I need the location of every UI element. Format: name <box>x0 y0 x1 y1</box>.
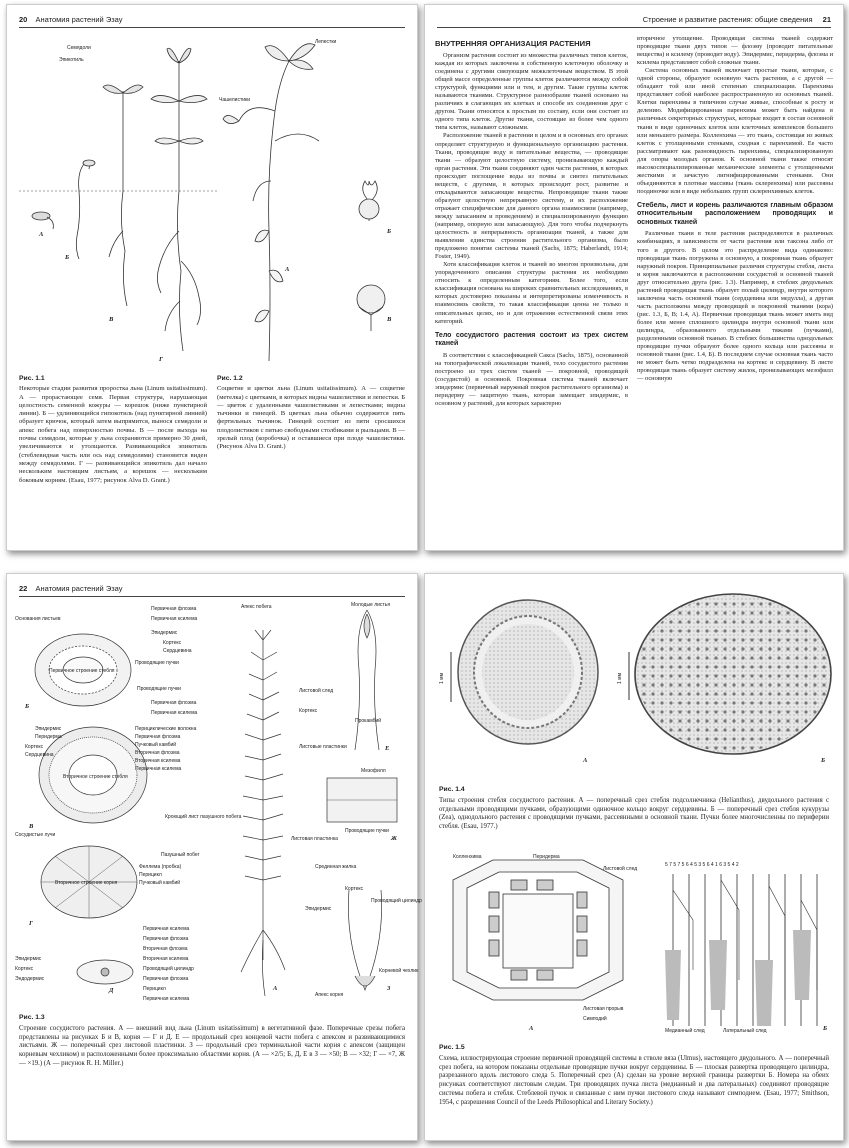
fig1-3-label: Перицикл <box>139 872 162 878</box>
fig1-5-label-leaf-gap: Листовая прорыв <box>583 1006 624 1012</box>
paragraph: В соответствии с классификацией Сакса (Sachs, 1875), основанной на топографической локализации тканей, тело сосудистого растения построено из трех систем тканей — покровной, проводящей (сосудистой) и основной. Покровная система тканей включает эпидермис (первичный наружный покров растительного организма) и перидерму — защитную ткань, которая замещает эпидермис, в основном у растений, для которых характерно <box>435 351 628 407</box>
figure-1-4-caption <box>439 786 829 832</box>
fig1-3-letter-a: А <box>273 985 278 992</box>
fig1-3-letter-g: Ж <box>391 835 397 842</box>
fig1-4-letter-a: А <box>583 757 588 764</box>
fig1-3-label: Первичная флоэма <box>143 976 189 982</box>
fig1-3-letter-b: Б <box>25 703 30 710</box>
fig1-3-label: Прокамбий <box>355 718 382 724</box>
fig1-3-label: Проводящие пучки <box>137 686 181 692</box>
fig1-5-label-lateral-trace: Латеральный след <box>723 1028 767 1034</box>
fig1-3-label: Молодые листья <box>351 602 391 608</box>
fig1-3-label: Кортекс <box>15 966 34 972</box>
fig1-5-label-leaf-trace: Листовой след <box>603 866 638 872</box>
page-header <box>19 15 405 28</box>
fig1-3-label: Первичная флоэма <box>151 606 197 612</box>
fig1-3-label: Пазушный побег <box>161 852 200 858</box>
paragraph: Расположение тканей в растении в целом и в основных его органах определяет структурную и функциональную организацию растения. Ткани, проводящие воду и питательные вещества, — проводящие ткани — образуют целостную систему, пронизывающую каждый орган растения. Эти ткани соединяют один части растения, в которых происходит поглощение воды из почвы и синтез питательных веществ, с другими, в которых происходит рост, развитие и откладываются запасающие вещества. Непроводящие ткани также образуют целостную непрерывную систему, и их расположение отражает специфические для данного органа взаимосвязи (например, между запасанием и проведением) и специализированную функцию (например, опорную или запасающую). Для того чтобы подчеркнуть целостность и непрерывность организации тканей, а также для выявления единства строения растительного организма, было предложено понятие системы тканей (Sachs, 1875; Haberlandt, 1914; Foster, 1949). <box>435 132 628 261</box>
page-22 <box>6 573 422 1141</box>
page-number: 20 <box>19 15 28 24</box>
fig1-2-label-petals: Лепестки <box>315 39 337 45</box>
fig1-3-label: Кортекс <box>25 744 44 750</box>
figure-1-2-title: Рис. 1.2 <box>217 375 243 382</box>
fig1-5-letter-b: Б <box>823 1025 828 1032</box>
running-title: Анатомия растений Эзау <box>35 584 123 593</box>
fig1-3-label: Листовая пластинка <box>291 836 338 842</box>
fig1-3-letter-d: Г <box>29 920 33 927</box>
fig1-3-label: Первичное строение стебля <box>49 668 115 674</box>
figure-1-5-vascular-system <box>433 850 837 1036</box>
figure-1-3-vascular-plant <box>15 600 422 1010</box>
fig1-3-label: Листовой след <box>299 688 334 694</box>
text-column-1 <box>435 35 628 543</box>
section-heading: ВНУТРЕННЯЯ ОРГАНИЗАЦИЯ РАСТЕНИЯ <box>435 39 591 48</box>
fig1-3-letter-e: Д <box>109 987 114 994</box>
figure-1-5-caption <box>439 1044 829 1108</box>
fig1-3-label: Первичная флоэма <box>135 734 181 740</box>
fig1-3-label: Сосудистые лучи <box>15 832 56 838</box>
fig1-3-label: Корневой чехлик <box>379 968 419 974</box>
fig1-1-letter-a: А <box>39 231 44 238</box>
fig1-3-label: Пучковый камбий <box>135 742 177 748</box>
fig1-3-label: Кортекс <box>163 640 182 646</box>
fig1-3-label: Вторичная флоэма <box>135 750 180 756</box>
fig1-1-letter-d: Г <box>159 356 163 363</box>
fig1-3-label: Апекс корня <box>315 992 344 998</box>
fig1-5-label-collenchyma: Колленхима <box>453 854 482 860</box>
fig1-3-letter-f: Е <box>385 745 390 752</box>
fig1-4-letter-b: Б <box>821 757 826 764</box>
figure-1-4-stem-sections <box>433 582 837 782</box>
fig1-1-letter-b: Б <box>65 254 70 261</box>
fig1-3-label: Первичная ксилема <box>143 926 190 932</box>
fig1-3-letter-c: В <box>29 823 34 830</box>
fig1-3-label: Перицикл <box>143 986 166 992</box>
fig1-2-letter-c: В <box>387 316 392 323</box>
paragraph: вторичное утолщение. Проводящая система тканей содержит проводящие ткани двух типов — флоэму (проводит питательные вещества) и ксилему (проводит воду). Эпидермис, перидерма, флоэма и ксилема представляют собой сложные ткани. <box>637 35 833 67</box>
fig1-3-label: Эндодермис <box>15 976 45 982</box>
fig1-1-label-epicotyl: Эпикотиль <box>59 57 84 63</box>
figure-1-3-caption-text: Строение сосудистого растения. А — внешний вид льна (Linum usitatissimum) в вегетативной фазе. Поперечные срезы побега представлены на рисунках Б и В, корня — Г и Д. Е — продольный срез концевой части побега с апексом и развивающимися листьями. Ж — поперечный срез листовой пластинки. З — продольный срез терминальной части корня с апексом (защищен корневым чехликом) и расположенными более проксимально областями корня. (А — ×2/5; Б, Д, Е в З — ×50; В — ×32; Г — ×7, Ж — ×19.) (А — рисунок R. H. Miller.) <box>19 1024 405 1067</box>
fig1-3-label: Вторичная флоэма <box>143 946 188 952</box>
figure-1-1-title: Рис. 1.1 <box>19 375 45 382</box>
fig1-4-scale-a: 1 мм <box>439 672 445 684</box>
fig1-3-label: Первичная ксилема <box>151 710 198 716</box>
fig1-3-label: Эпидермис <box>151 630 178 636</box>
figure-1-1-seedlings <box>19 31 217 371</box>
figure-1-3-title: Рис. 1.3 <box>19 1014 45 1021</box>
fig1-3-label: Вторичное строение корня <box>55 880 118 886</box>
running-title: Строение и развитие растения: общие сведения <box>642 15 813 24</box>
figure-1-1-caption-text: Некоторые стадии развития проростка льна (Linum usitatissimum). А — прорастающее семя. Первая структура, нарушающая целостность семенной кожуры — корешок (ниже пунктирной линии). Б — удлиняющийся гипокотиль (над пунктирной линией) образует крючок, который затем выпрямится, вынося семядоли и апекс побега над поверхностью почвы. В — после выхода на почвы семядоли, которые у льна сохраняются примерно 30 дней, увеличиваются и утолщаются. Развивающийся эпикотиль (стеблевидная часть или ось над семядолями) становится виден между семядолями. Г — развивающийся эпикотиль дал начало нескольким настоящим листьям, а корешок — нескольким боковым корням. (Esau, 1977; рисунок Alva D. Grant.) <box>19 385 207 484</box>
paragraph: Система основных тканей включает простые ткани, которые, с одной стороны, образуют основную часть растения, а с другой — обладают той или иной степенью специализации. Паренхима представляет собой наиболее распространенную из основных тканей. Клетки паренхимы в типичном случае живые, способные к росту и делению. Модифицированная паренхима может быть найдена в различных секреторных структурах, которые входят в состав основной ткани в виде одиночных клеток или клеточных комплексов большего или меньшего размера. Колленхима — это ткань, состоящая из живых клеток с утолщенными стенками, сходная с паренхимой. Ее часто рассматривают как разновидность паренхимы, специализированную для опоры молодых органов. К основной ткани также относят высокоспециализированные механические элементы с утолщенными жесткими и зачастую лигнифицированными стенками. Они объединяются в плотные массивы (ткань склеренхима) или рассеяны поодиночке или в виде небольших групп склеренхимных клеток. <box>637 67 833 195</box>
fig1-3-label: Эпидермис <box>305 906 332 912</box>
page-header <box>19 584 405 597</box>
figure-1-2-caption-text: Соцветие и цветки льна (Linum usitatissimum). А — соцветие (метелка) с цветками, в которых видны чашелистики и лепестки. Б — цветок с удаленными чашелистиками и лепестками; видны тычинки и гинецей. В цветках льна обычно содержится пять фертильных тычинок. Гинецей состоит из пяти сросшихся плодолистиков с пятью свободными столбиками и рыльцами. В — зрелый плод (коробочка) и оставшиеся при плоде чашелистики. (Рисунок Alva D. Grant.) <box>217 385 405 451</box>
fig1-3-letter-h: З <box>387 985 391 992</box>
fig1-3-label: Основания листьев <box>15 616 61 622</box>
fig1-3-label: Эпидермис <box>15 956 42 962</box>
fig1-3-label: Срединная жилка <box>315 864 357 870</box>
page-number: 22 <box>19 584 28 593</box>
fig1-3-label: Проводящие пучки <box>135 660 179 666</box>
fig1-3-label: Перидерма <box>35 734 62 740</box>
figure-1-5-caption-text: Схема, иллюстрирующая строение первичной проводящей системы в стволе вяза (Ulmus), настоящего двудольного. А — поперечный срез побега, на котором показаны отдельные проводящие пучки вокруг сердцевины. Б — плоская развертка проводящего цилиндра, разрезанного вдоль листового следа 5. Поперечный срез (А) сделан на уровне верхней границы развертки Б. Номера на обеих рисунках соответствуют листовым следам. Три проводящих пучка листа (медианный и два латеральных) соединяют проводящие системы побега и стебля. Стеблевой пучок и связанные с ним пучки листового следа называют симподием. (Esau, 1977; Smithson, 1954, с разрешения Council of the Leeds Philosophical and Literary Society.) <box>439 1054 829 1106</box>
fig1-3-label: Вторичное строение стебля <box>63 774 128 780</box>
paragraph: Хотя классификация клеток и тканей во многом произвольна, для упорядоченного описания структуры растения их необходимо относить к определенным категориям. Более того, если классификация основана на широких сравнительных исследованиях, в которых достоверно показаны и интерпретированы изменчивость и взаимосвязь свойств, то такая классификация ценна не только в описательных целях, но и для отражения естественной связи этих категорий. <box>435 261 628 325</box>
fig1-5-letter-a: А <box>529 1025 534 1032</box>
fig1-4-scale-b: 1 мм <box>617 672 623 684</box>
figure-1-4-caption-text: Типы строения стебля сосудистого растения. А — поперечный срез стебля подсолнечника (Helianthus), двудольного растения с отдельными проводящими пучками, образующими одиночное кольцо вокруг сердцевины. Б — поперечный срез стебля кукурузы (Zea), однодольного растения с проводящими пучками, рассеянными в основной ткани. Пучки более многочисленны по периферии стебля. (Esau, 1977.) <box>439 796 829 831</box>
figure-1-1-caption <box>19 375 207 485</box>
fig1-2-letter-b: Б <box>387 228 392 235</box>
fig1-3-label: Первичная ксилема <box>143 996 190 1002</box>
page-21 <box>424 4 844 551</box>
figure-1-2-inflorescence <box>219 31 405 371</box>
paragraph: Организм растения состоит из множества различных типов клеток, каждая из которых заключена в собственную клеточную оболочку и соединена с другими связующим межклеточным веществом. В этой общей массе определенные группы клеток различаются между собой структурой, функциями или и тем, и другим. Такие группы клеток называются тканями. Структурное разнообразие тканей основано на различиях в слагающих их клетках и способе их соединения друг с другом. Ткани относятся к простым по составу, если они состоят из одного типа клеток. Другие ткани, состоящие из более чем одного типа клеток, называют сложными. <box>435 52 628 132</box>
fig1-3-label: Сердцевина <box>163 648 192 654</box>
fig1-3-label: Первичная ксилема <box>135 766 182 772</box>
fig1-5-label-periderm: Перидерма <box>533 854 560 860</box>
fig1-3-label: Перициклические волокна <box>135 726 197 732</box>
fig1-2-letter-a: А <box>285 266 290 273</box>
fig1-3-label: Проводящий цилиндр <box>143 966 194 972</box>
fig1-3-label: Листовые пластинки <box>299 744 347 750</box>
fig1-3-label: Проводящий цилиндр <box>371 898 422 904</box>
fig1-3-label: Апекс побега <box>241 604 272 610</box>
fig1-5-label-median-trace: Медианный след <box>665 1028 705 1034</box>
paragraph: Различные ткани в теле растения распределяются в различных комбинациях, в зависимости от части растения или таксона либо от того и другого. В целом это распределение вида одинаково: проводящая ткань погружена в основную, а покровная ткань образует наружный покров. Принципиальные различия структуры стебля, листа и корня заключаются в расположении сосудистой и основной тканей друг относительно друга (рис. 1.3). Например, в стеблях двудольных растений проводящая ткань образует полый цилиндр, внутри которого заключена часть основной ткани (сердцевина или медулла), а другая часть расположена между проводящей и покровной тканями (кора) (рис. 1.3, Б, В; 1.4, А). Первичная проводящая ткань может иметь вид более или менее сплошного цилиндра внутри основной ткани или цилиндра, образованного отдельными тяжами (пучками), разделенными основной тканью. В стеблях большинства однодольных проводящие пучки образуют более одного кольца или рассеяны в основной ткани (рис. 1.4, Б). В последнем случае основная ткань часто не может быть четко подразделена на кортекс и сердцевину. В листе проводящая ткань образует систему жилок, пронизывающих мезофилл — основную <box>637 230 833 383</box>
fig1-3-label: Мезофилл <box>361 768 386 774</box>
fig1-3-label: Вторичная ксилема <box>143 956 189 962</box>
fig1-3-label: Первичная флоэма <box>143 936 189 942</box>
fig1-3-label: Проводящие пучки <box>345 828 389 834</box>
fig1-3-label: Пучковый камбий <box>139 880 181 886</box>
fig1-3-label: Первичная ксилема <box>151 616 198 622</box>
text-column-2 <box>637 35 833 543</box>
fig1-5-label-sympodium: Симподий <box>583 1016 607 1022</box>
fig1-3-label: Вторичная ксилема <box>135 758 181 764</box>
fig1-3-label: Кортекс <box>299 708 318 714</box>
page-23 <box>424 573 844 1141</box>
fig1-3-label: Кортекс <box>345 886 364 892</box>
fig1-2-label-sepals: Чашелистики <box>219 97 251 103</box>
page-number: 21 <box>822 15 831 24</box>
figure-1-2-caption <box>217 375 405 452</box>
running-title: Анатомия растений Эзау <box>35 15 123 24</box>
page-20 <box>6 4 418 551</box>
fig1-3-label: Первичная флоэма <box>151 700 197 706</box>
figure-1-3-caption <box>19 1014 405 1069</box>
subsection-heading: Тело сосудистого растения состоит из трех систем тканей <box>435 331 628 348</box>
fig1-1-letter-c: В <box>109 316 114 323</box>
fig1-1-label-cotyledons: Семядоли <box>67 45 91 51</box>
fig1-3-label: Эпидермис <box>35 726 62 732</box>
page-header <box>437 15 831 28</box>
subsection-heading: Стебель, лист и корень различаются главным образом относительным расположением проводящих и основных тканей <box>637 201 833 226</box>
fig1-3-label: Кроющий лист пазушного побега <box>165 814 242 820</box>
figure-1-4-title: Рис. 1.4 <box>439 786 465 793</box>
fig1-3-label: Феллема (пробка) <box>139 864 182 870</box>
fig1-3-label: Сердцевина <box>25 752 54 758</box>
fig1-5-trace-numbers: 5 7 5 7 5 6 4 5 3 5 6 4 1 6 3 5 4 2 <box>665 862 739 868</box>
figure-1-5-title: Рис. 1.5 <box>439 1044 465 1051</box>
